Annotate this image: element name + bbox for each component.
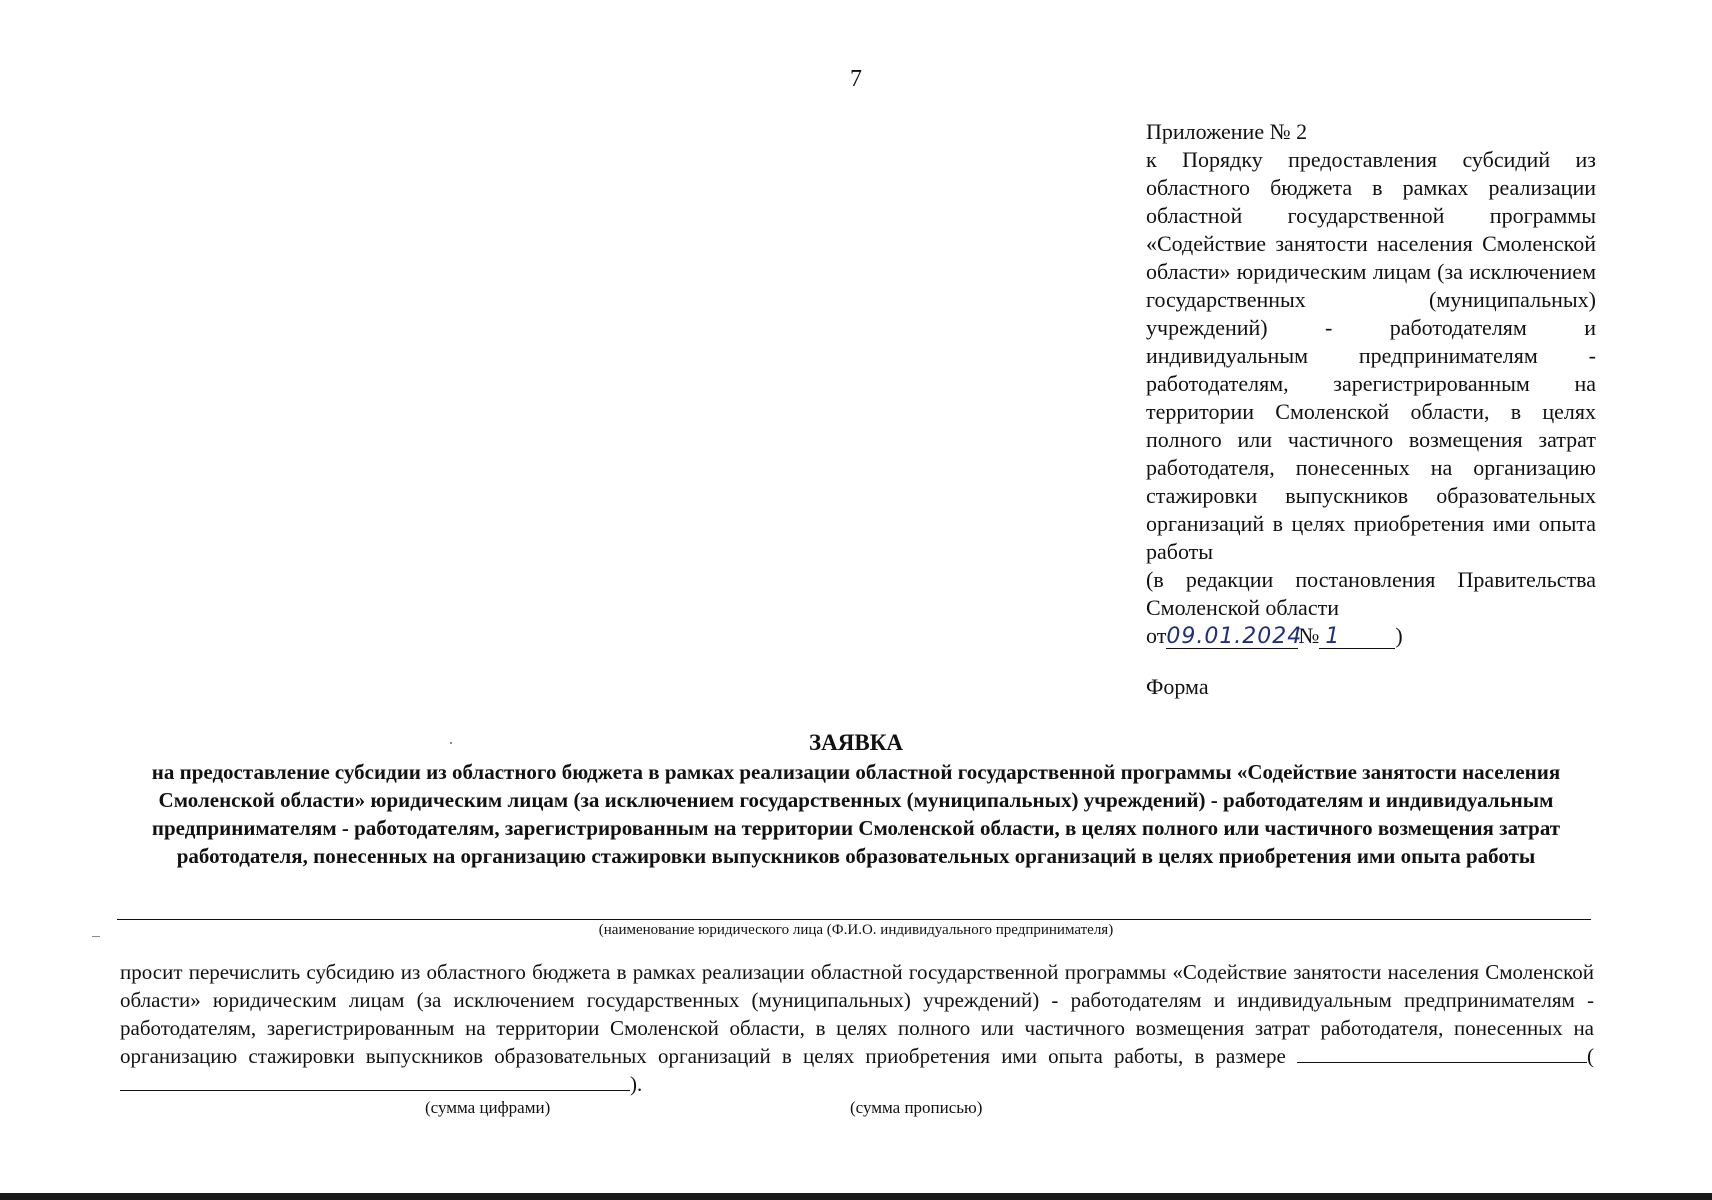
amount-words-field[interactable] xyxy=(120,1072,630,1091)
date-prefix: от xyxy=(1146,623,1167,648)
document-title: ЗАЯВКА xyxy=(809,730,903,755)
amendment-date-line xyxy=(1146,622,1596,650)
appendix-title: Приложение № 2 xyxy=(1146,119,1308,144)
amendment-closing: ) xyxy=(1395,623,1403,648)
request-paragraph xyxy=(120,958,1594,1098)
handwritten-date: 09.01.2024 xyxy=(1166,624,1303,649)
applicant-name-field[interactable] xyxy=(117,919,1591,920)
scan-dash xyxy=(92,936,100,937)
caption-amount-figures: (сумма цифрами) xyxy=(425,1098,551,1117)
open-paren: ( xyxy=(1587,1044,1595,1068)
appendix-block xyxy=(1146,118,1596,650)
caption-amount-words: (сумма прописью) xyxy=(850,1098,983,1117)
request-close: ). xyxy=(630,1072,643,1096)
applicant-caption: (наименование юридического лица (Ф.И.О. индивидуального предпринимателя) xyxy=(598,922,1114,938)
page-number: 7 xyxy=(850,66,862,92)
bottom-rule xyxy=(0,1193,1712,1200)
request-text: просит перечислить субсидию из областного бюджета в рамках реализации областной государственной программы «Содействие занятости населения Смоленской области» юридическим лицам (за исключением государственных (муниципальных) учреждений) - работодателям и индивидуальным предпринимателям - работодателям, зарегистрированным на территории Смоленской области, в целях полного или частичного возмещения затрат работодателя, понесенных на организацию стажировки выпускников образовательных организаций в целях приобретения ими опыта работы, в размере xyxy=(120,960,1594,1068)
form-label: Форма xyxy=(1146,674,1209,699)
appendix-body: к Порядку предоставления субсидий из областного бюджета в рамках реализации областной государственной программы «Содействие занятости населения Смоленской области» юридическим лицам (за исключением государственных (муниципальных) учреждений) - работодателям и индивидуальным предпринимателям - работодателям, зарегистрированным на территории Смоленской области, в целях полного или частичного возмещения затрат работодателя, понесенных на организацию стажировки выпускников образовательных организаций в целях приобретения ими опыта работы xyxy=(1146,147,1596,564)
handwritten-number: 1 xyxy=(1319,626,1395,649)
document-subtitle: на предоставление субсидии из областного бюджета в рамках реализации областной государственной программы «Содействие занятости населения Смоленской области» юридическим лицам (за исключением государственных (муниципальных) учреждений) - работодателям и индивидуальным предпринимателям - работодателям, зарегистрированным на территории Смоленской области, в целях полного или частичного возмещения затрат работодателя, понесенных на организацию стажировки выпускников образовательных организаций в целях приобретения ими опыта работы xyxy=(151,760,1561,868)
amendment-note: (в редакции постановления Правительства Смоленской области xyxy=(1146,567,1596,620)
number-prefix: № xyxy=(1298,623,1320,648)
amount-figures-field[interactable] xyxy=(1297,1044,1587,1063)
